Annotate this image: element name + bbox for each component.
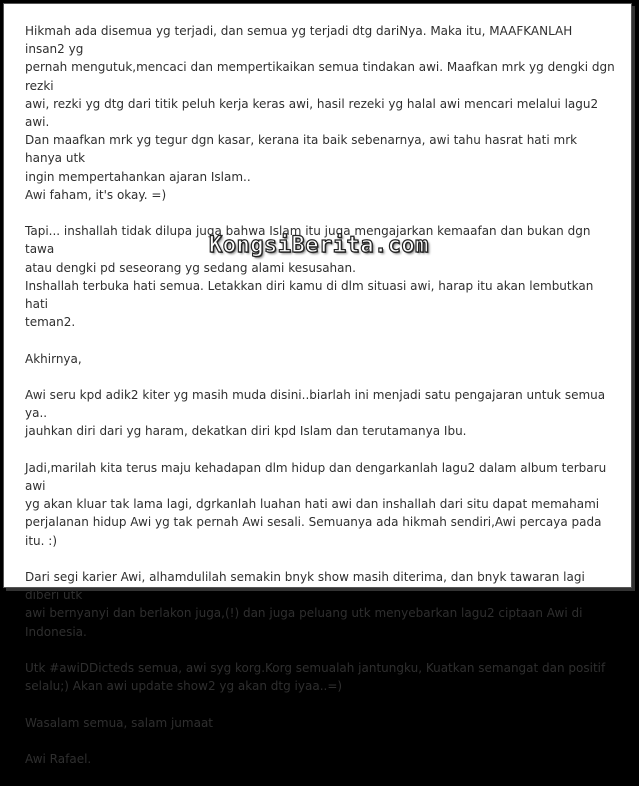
post-body xyxy=(25,22,615,786)
watermark-logo: KongsiBerita.com xyxy=(209,233,429,258)
paragraph-karier: Dari segi karier Awi, alhamdulilah semakin bnyk show masih diterima, dan bnyk tawaran lagi diberi utk awi bernyanyi dan berlakon juga,(!) dan juga peluang utk menyebarkan lagu2 ciptaan Awi di Indonesia. xyxy=(25,570,585,639)
paragraph-akhirnya: Akhirnya, xyxy=(25,351,82,366)
paragraph-intro: Hikmah ada disemua yg terjadi, dan semua yg terjadi dtg dariNya. Maka itu, MAAFKANLAH insan2 yg pernah mengutuk,mencaci dan mempertikaikan semua tindakan awi. Maafkan mrk yg dengki dgn rezki awi, rezki yg dtg dari titik peluh kerja keras awi, hasil rezeki yg halal awi mencari melalui lagu2 awi. Dan maafkan mrk yg tegur dgn kasar, kerana ita baik sebenarnya, awi tahu hasrat hati mrk hanya utk ingin mempertahankan ajaran Islam.. Awi faham, it's okay. =) xyxy=(25,24,615,202)
paragraph-seruan: Awi seru kpd adik2 kiter yg masih muda disini..biarlah ini menjadi satu pengajaran untuk semua ya.. jauhkan diri dari yg haram, dekatkan diri kpd Islam dan terutamanya Ibu. xyxy=(25,388,606,439)
paragraph-fans: Utk #awiDDicteds semua, awi syg korg.Korg semualah jantungku, Kuatkan semangat dan positif selalu;) Akan awi update show2 yg akan dtg iyaa..=) xyxy=(25,661,606,694)
paragraph-album: Jadi,marilah kita terus maju kehadapan dlm hidup dan dengarkanlah lagu2 dalam album terbaru awi yg akan kluar tak lama lagi, dgrkanlah luahan hati awi dan inshallah dari situ dapat memahami perjalanan hidup Awi yg tak pernah Awi sesali. Semuanya ada hikmah sendiri,Awi percaya pada itu. :) xyxy=(25,460,607,548)
paragraph-tapi: Tapi... inshallah tidak dilupa juga bahwa Islam itu juga mengajarkan kemaafan dan bukan dgn tawa atau dengki pd seseorang yg sedang alami kesusahan. Inshallah terbuka hati semua. Letakkan diri kamu di dlm situasi awi, harap itu akan lembutkan hati teman2. xyxy=(25,224,594,330)
paragraph-salam: Wasalam semua, salam jumaat xyxy=(25,715,213,730)
paragraph-signature: Awi Rafael. xyxy=(25,752,92,766)
post-container xyxy=(3,3,632,766)
